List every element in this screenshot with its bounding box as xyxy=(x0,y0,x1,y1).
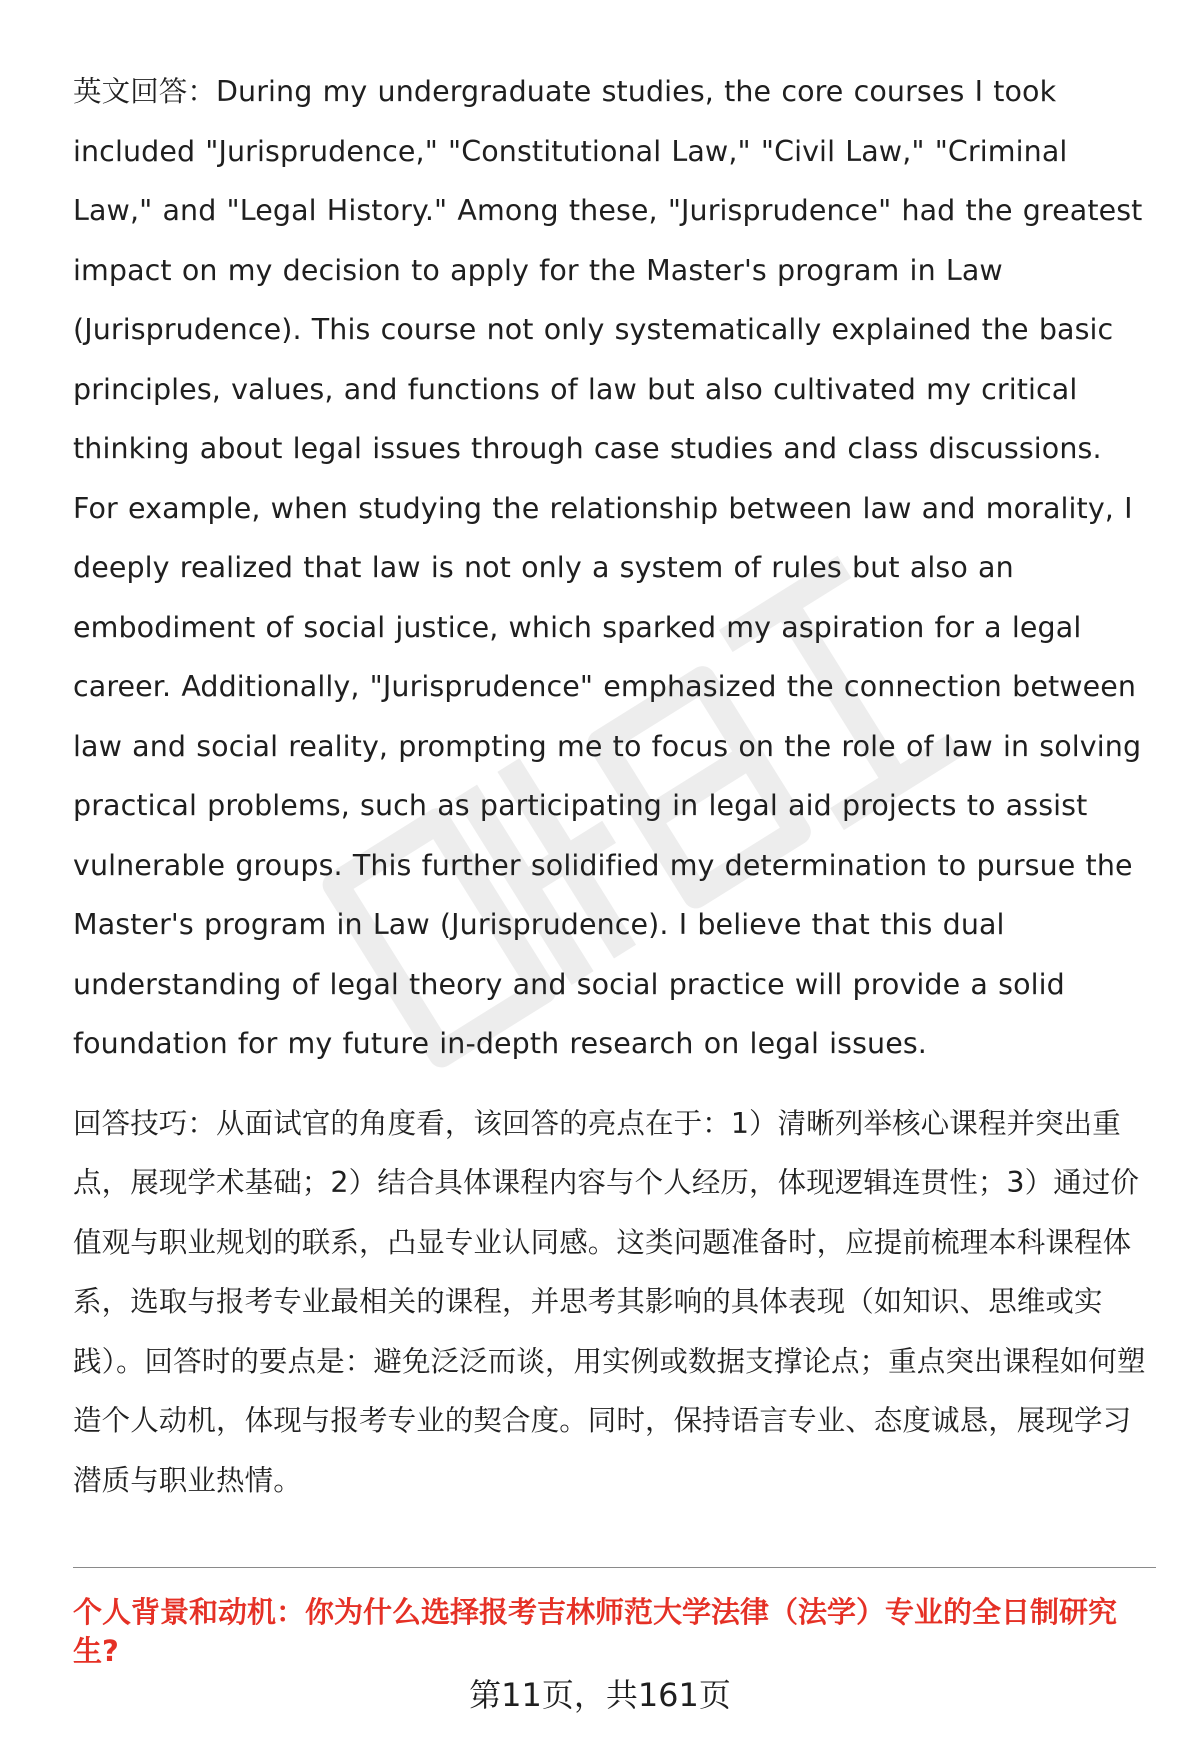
answer-tips-text: 从面试官的角度看，该回答的亮点在于：1）清晰列举核心课程并突出重点，展现学术基础；2）结合具体课程内容与个人经历，体现逻辑连贯性；3）通过价值观与职业规划的联系，凸显专业认同感。这类问题准备时，应提前梳理本科课程体系，选取与报考专业最相关的课程，并思考其影响的具体表现（如知识、思维或实践）。回答时的要点是：避免泛泛而谈，用实例或数据支撑论点；重点突出课程如何塑造个人动机，体现与报考专业的契合度。同时，保持语言专业、态度诚恳，展现学习潜质与职业热情。 xyxy=(73,1106,1146,1497)
answer-tips-label: 回答技巧： xyxy=(73,1106,217,1140)
next-question-heading: 个人背景和动机：你为什么选择报考吉林师范大学法律（法学）专业的全日制研究生? xyxy=(73,1595,1118,1668)
section-divider xyxy=(73,1567,1156,1568)
english-answer-paragraph xyxy=(73,62,1153,1074)
english-answer-text: During my undergraduate studies, the core courses I took included "Jurisprudence," "Constitutional Law," "Civil Law," "Criminal Law," and "Legal History." Among these, "Jurisprudence" had the greatest impact on my decision to apply for the Master's program in Law (Jurisprudence). This course not only systematically explained the basic principles, values, and functions of law but also cultivated my critical thinking about legal issues through case studies and class discussions. For example, when studying the relationship between law and morality, I deeply realized that law is not only a system of rules but also an embodiment of social justice, which sparked my aspiration for a legal career. Additionally, "Jurisprudence" emphasized the connection between law and social reality, prompting me to focus on the role of law in solving practical problems, such as participating in legal aid projects to assist vulnerable groups. This further solidified my determination to pursue the Master's program in Law (Jurisprudence). I believe that this dual understanding of legal theory and social practice will provide a solid foundation for my future in-depth research on legal issues. xyxy=(73,75,1143,1060)
english-answer-label: 英文回答： xyxy=(73,75,217,108)
page-number: 第11页，共161页 xyxy=(469,1676,731,1714)
page-content xyxy=(73,62,1153,1510)
answer-tips-paragraph xyxy=(73,1094,1153,1511)
